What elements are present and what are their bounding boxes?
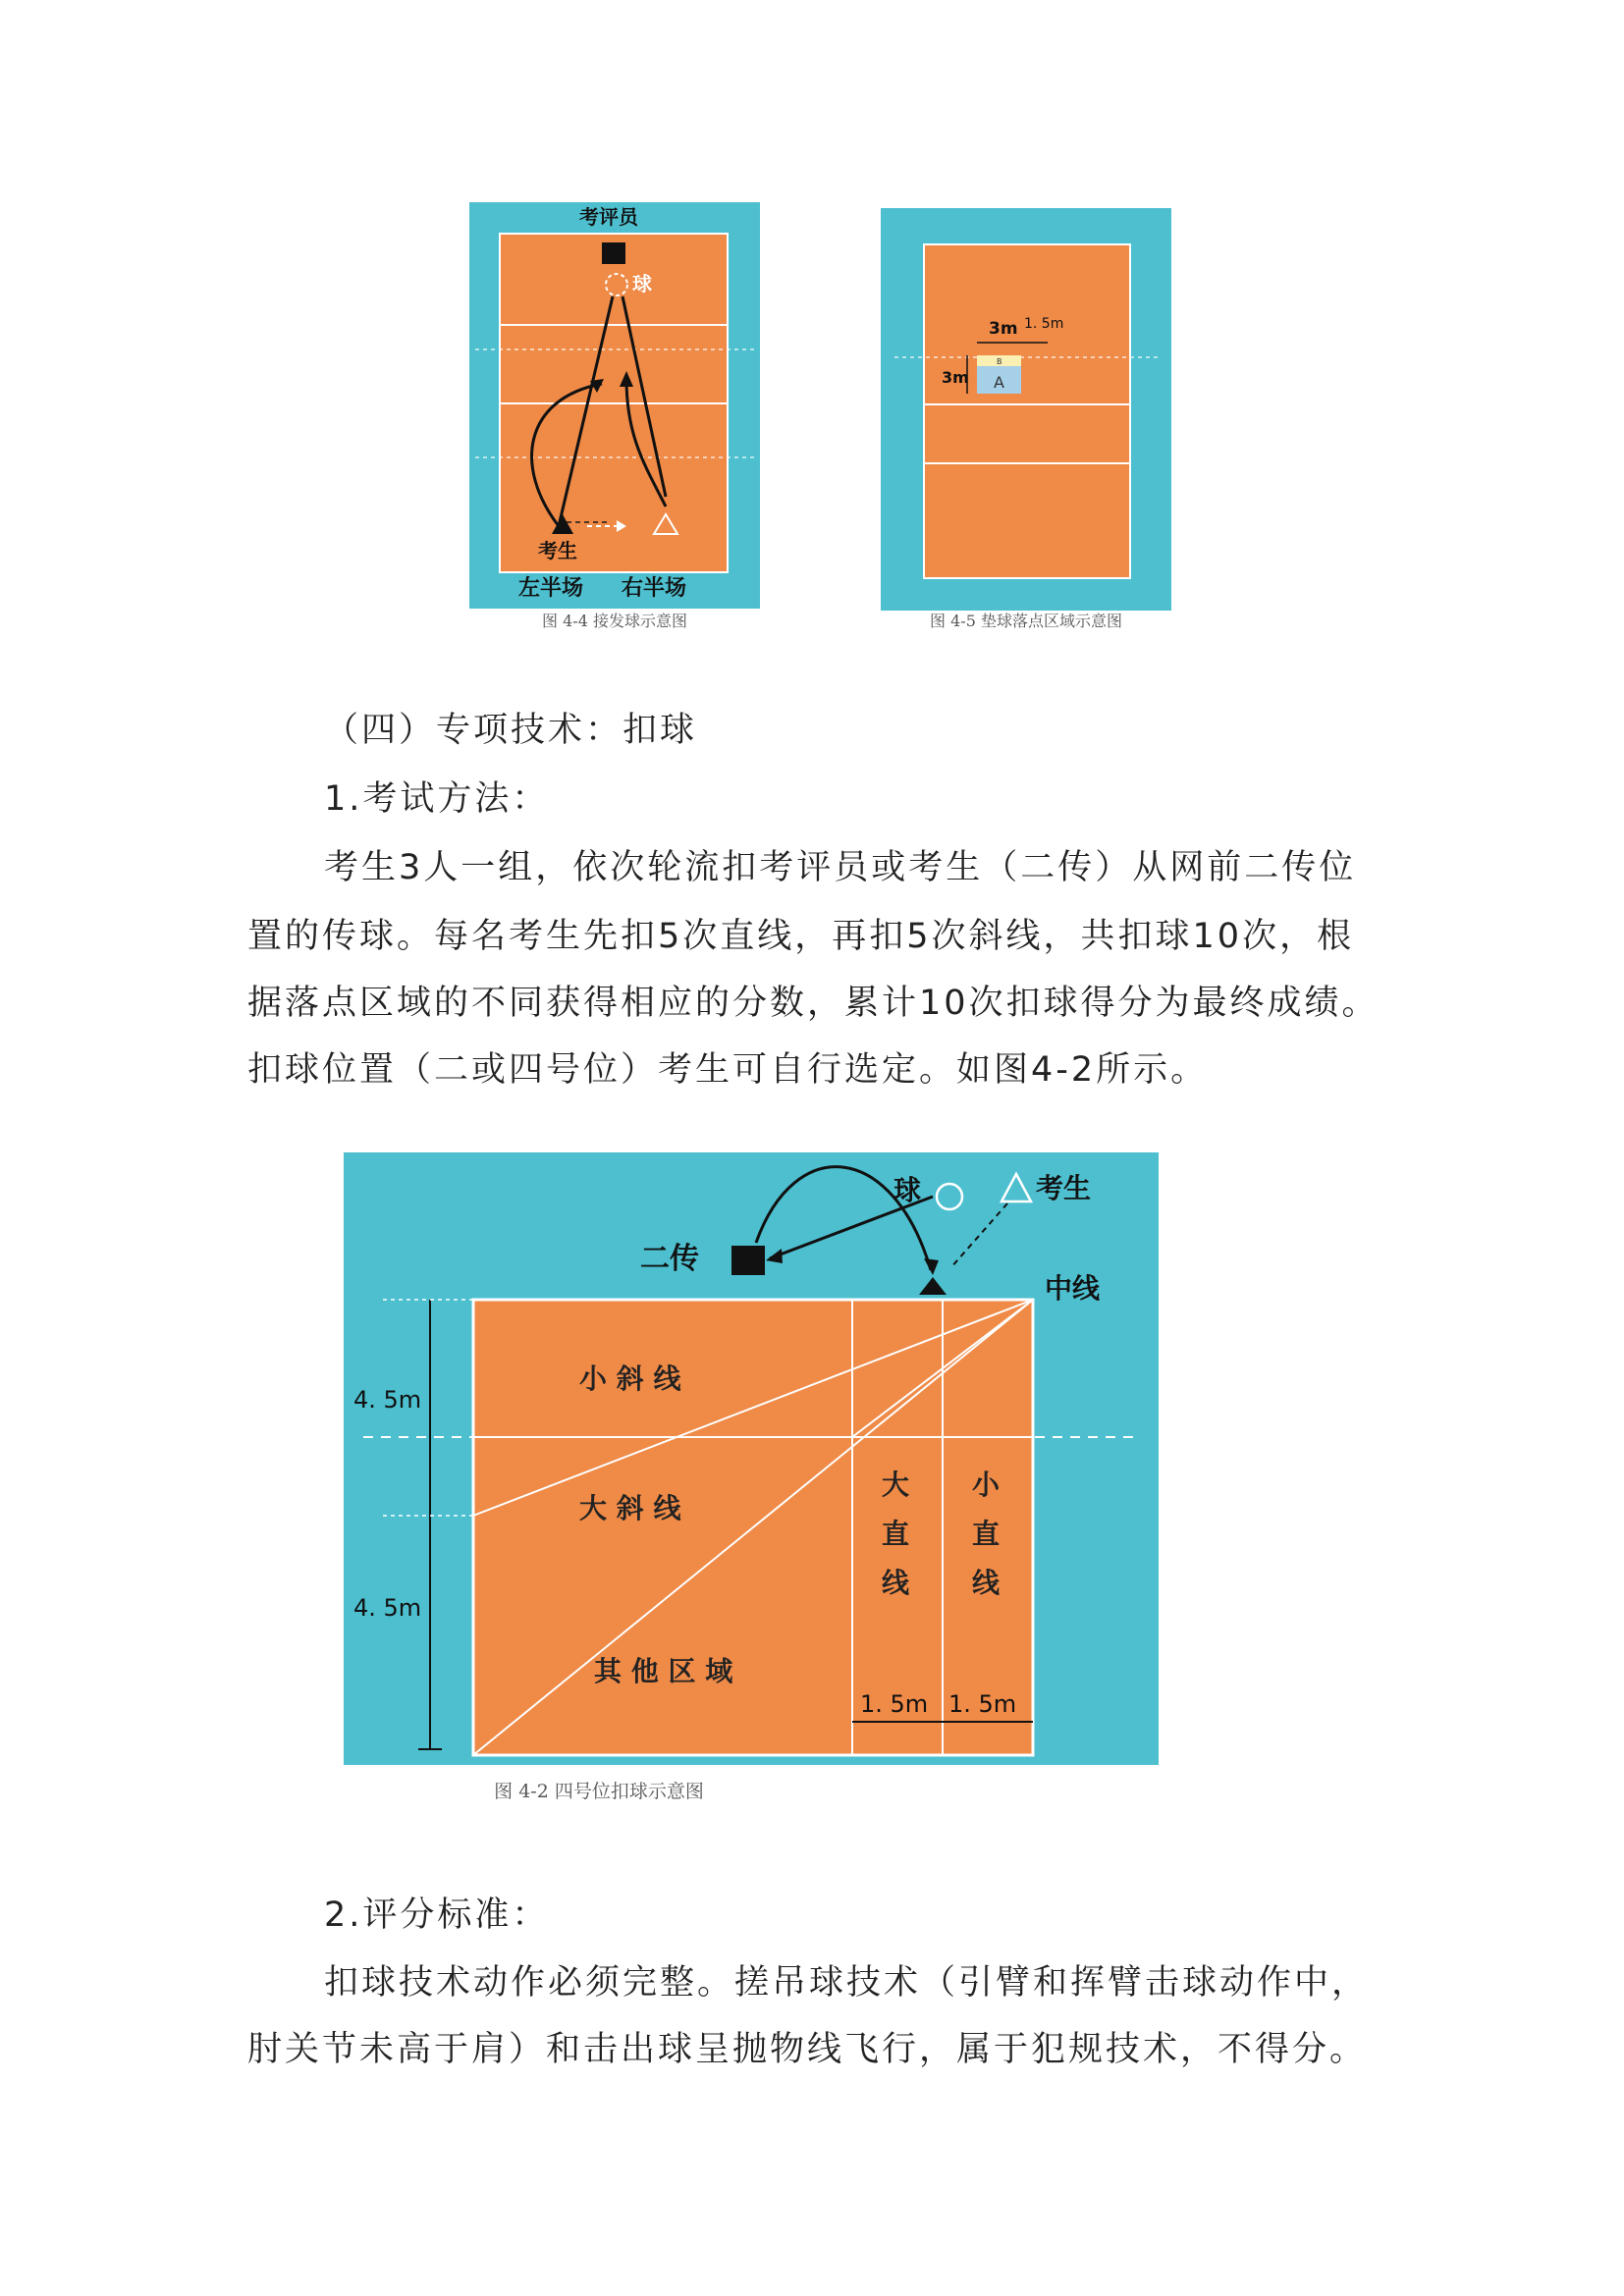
zone-a-label: A bbox=[994, 373, 1004, 392]
student-label: 考生 bbox=[538, 539, 577, 562]
ball-label: 球 bbox=[893, 1174, 922, 1206]
student-label: 考生 bbox=[1036, 1172, 1092, 1204]
figure-4-4-serve-receive-diagram bbox=[469, 202, 760, 609]
right-half-label: 右半场 bbox=[622, 576, 687, 601]
width-label-2: 1. 5m bbox=[948, 1690, 1017, 1718]
method-line-1: 考生3人一组，依次轮流扣考评员或考生（二传）从网前二传位 bbox=[324, 848, 1357, 887]
dist-label-2: 4. 5m bbox=[353, 1594, 422, 1622]
other-zone-label: 其 他 区 域 bbox=[594, 1655, 733, 1687]
dist-label-1: 4. 5m bbox=[353, 1386, 422, 1414]
figure-4-4-caption: 图 4-4 接发球示意图 bbox=[542, 612, 687, 630]
big-straight-label-3: 线 bbox=[882, 1567, 910, 1599]
figure-4-2-caption: 图 4-2 四号位扣球示意图 bbox=[494, 1781, 704, 1802]
width-label-1: 1. 5m bbox=[860, 1690, 929, 1718]
figure-4-5-dig-landing-diagram bbox=[881, 208, 1171, 611]
small-straight-label-2: 直 bbox=[972, 1518, 1001, 1550]
setter-label: 二传 bbox=[640, 1242, 699, 1276]
method-line-2: 置的传球。每名考生先扣5次直线，再扣5次斜线，共扣球10次，根 bbox=[247, 917, 1355, 956]
center-line-label: 中线 bbox=[1045, 1272, 1101, 1305]
zone-b-label: B bbox=[997, 357, 1002, 366]
setter-square-icon bbox=[731, 1246, 765, 1275]
method-title: 1.考试方法： bbox=[324, 779, 550, 819]
examiner-square-icon bbox=[602, 242, 625, 264]
scoring-line-1: 扣球技术动作必须完整。搓吊球技术（引臂和挥臂击球动作中， bbox=[324, 1963, 1370, 2002]
left-half-label: 左半场 bbox=[518, 576, 584, 601]
method-line-3: 据落点区域的不同获得相应的分数，累计10次扣球得分为最终成绩。 bbox=[247, 984, 1380, 1023]
depth-label: 3m bbox=[942, 368, 969, 387]
ball-label: 球 bbox=[632, 272, 652, 295]
examiner-label: 考评员 bbox=[579, 205, 638, 229]
scoring-title: 2.评分标准： bbox=[324, 1896, 550, 1935]
big-straight-label-2: 直 bbox=[882, 1518, 910, 1550]
scoring-line-2: 肘关节未高于肩）和击出球呈抛物线飞行，属于犯规技术，不得分。 bbox=[247, 2030, 1368, 2069]
small-straight-label-3: 线 bbox=[972, 1567, 1001, 1599]
small-diagonal-label: 小 斜 线 bbox=[579, 1362, 681, 1395]
big-straight-label-1: 大 bbox=[882, 1468, 910, 1501]
figure-4-5-caption: 图 4-5 垫球落点区域示意图 bbox=[930, 612, 1122, 630]
section-heading: （四）专项技术：扣球 bbox=[324, 711, 698, 750]
court bbox=[924, 244, 1130, 578]
method-line-4: 扣球位置（二或四号位）考生可自行选定。如图4-2所示。 bbox=[247, 1050, 1209, 1090]
width-label: 3m bbox=[989, 319, 1018, 339]
figure-4-2-spike-diagram bbox=[344, 1152, 1159, 1765]
small-straight-label-1: 小 bbox=[972, 1468, 1001, 1501]
big-diagonal-label: 大 斜 线 bbox=[579, 1492, 681, 1524]
side-label: 1. 5m bbox=[1024, 316, 1064, 332]
